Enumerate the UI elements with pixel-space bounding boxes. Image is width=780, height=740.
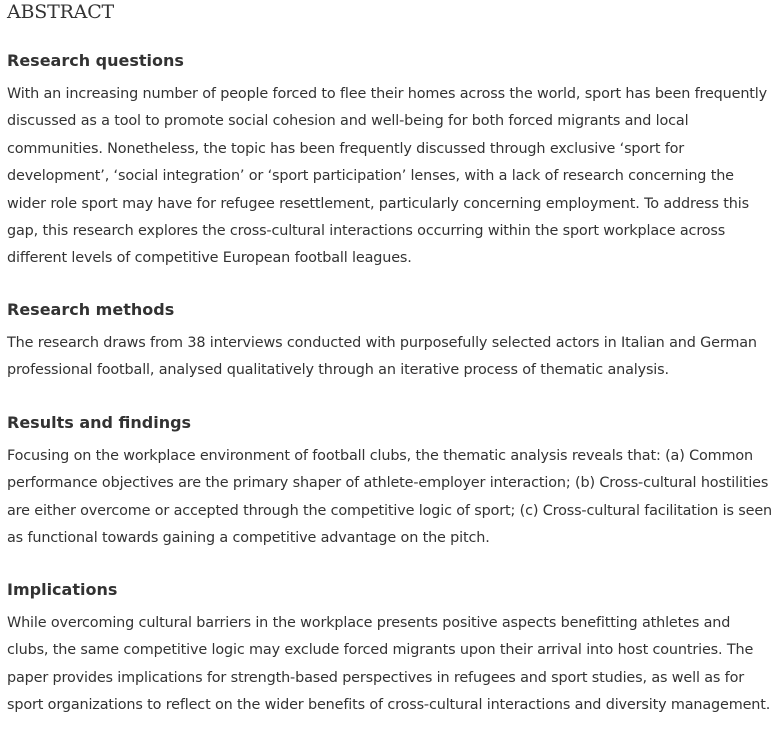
section-implications xyxy=(7,579,773,720)
section-body: With an increasing number of people forced to flee their homes across the world, sport has been frequently discussed as a tool to promote social cohesion and well-being for both forced migrants and local communities. Nonetheless, the topic has been frequently discussed through exclusive ‘sport for development’, ‘social integration’ or ‘sport participation’ lenses, with a lack of research concerning the wider role sport may have for refugee resettlement, particularly concerning employment. To address this gap, this research explores the cross-cultural interactions occurring within the sport workplace across different levels of competitive European football leagues. xyxy=(7,86,768,267)
abstract-title: ABSTRACT xyxy=(7,1,115,23)
section-heading: Results and findings xyxy=(7,413,192,432)
section-heading: Research questions xyxy=(7,51,184,70)
section-body: The research draws from 38 interviews conducted with purposefully selected actors in Italian and German professional football, analysed qualitatively through an iterative process of thematic analysis. xyxy=(7,335,757,379)
section-heading: Implications xyxy=(7,580,118,599)
section-heading: Research methods xyxy=(7,300,175,319)
section-research-methods xyxy=(7,299,773,385)
section-research-questions xyxy=(7,50,773,273)
section-results-and-findings xyxy=(7,412,773,553)
section-body: Focusing on the workplace environment of football clubs, the thematic analysis reveals that: (a) Common performance objectives are the primary shaper of athlete-employer interaction; (b) Cross-cultural hostilities are either overcome or accepted through the competitive logic of sport; (c) Cross-cultural facilitation is seen as functional towards gaining a competitive advantage on the pitch. xyxy=(7,448,773,547)
abstract-container xyxy=(7,0,773,714)
section-body: While overcoming cultural barriers in the workplace presents positive aspects benefitting athletes and clubs, the same competitive logic may exclude forced migrants upon their arrival into host countries. The paper provides implications for strength-based perspectives in refugees and sport studies, as well as for sport organizations to reflect on the wider benefits of cross-cultural interactions and diversity management. xyxy=(7,615,771,714)
